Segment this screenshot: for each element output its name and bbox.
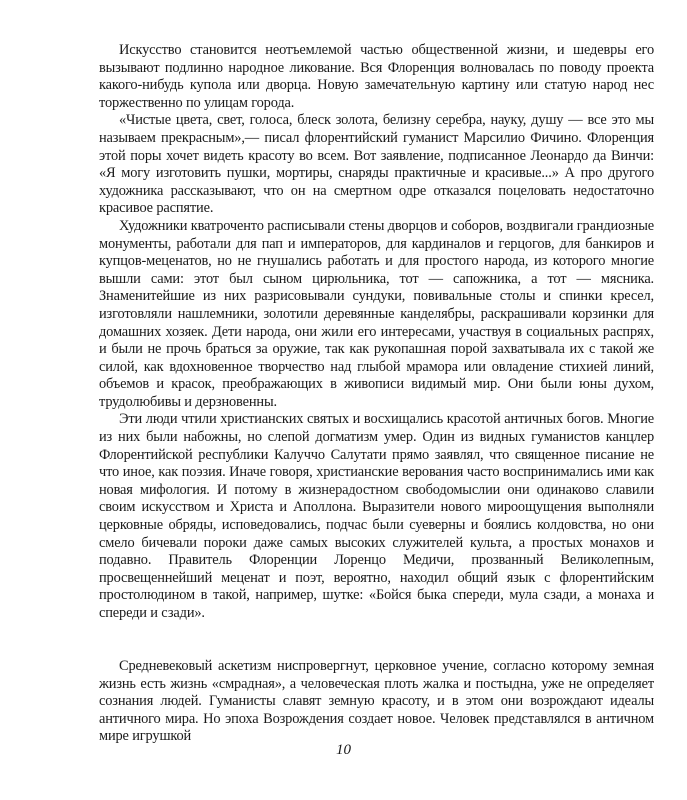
- paragraph-2: «Чистые цвета, свет, голоса, блеск золота, белизну серебра, науку, душу — все это мы называем прекрасным»,— писал флорентийский гуманист Марсилио Фичино. Флоренция этой поры хочет видеть красоту во всем. Вот заявление, подписанное Леонардо да Винчи: «Я могу изготовить пушки, мортиры, снаряды практичные и красивые...» А про другого художника рассказывают, что он на смертном одре отказался поцеловать недостаточно красивое распятие.: [99, 112, 654, 217]
- text-block-upper: [99, 42, 654, 623]
- text-block-lower: [99, 658, 654, 746]
- paragraph-3: Художники кватроченто расписывали стены дворцов и соборов, воздвигали грандиозные монументы, работали для пап и императоров, для кардиналов и герцогов, для банкиров и купцов-меценатов, но не гнушались работать и для простого народа, из которого многие вышли сами: этот был сыном цирюльника, тот — сапожника, а тот — мясника. Знаменитейшие из них разрисовывали сундуки, повивальные столы и спинки кресел, изготовляли нашлемники, золотили деревянные канделябры, раскрашивали корзинки для домашних хозяек. Дети народа, они жили его интересами, участвуя в социальных распрях, и были не прочь браться за оружие, так как рукопашная порой захватывала их с такой же силой, как вдохновенное творчество над глыбой мрамора или овладение стихией линий, объемов и красок, преображающих в живописи видимый мир. Они были юны духом, трудолюбивы и дерзновенны.: [99, 217, 654, 410]
- paragraph-1: Искусство становится неотъемлемой частью общественной жизни, и шедевры его вызывают подлинно народное ликование. Вся Флоренция волновалась по поводу проекта какого-нибудь купола или дворца. Новую замечательную картину или статую народ нес торжественно по улицам города.: [99, 42, 654, 111]
- page-number: 10: [336, 742, 351, 758]
- paragraph-5: Средневековый аскетизм ниспровергнут, церковное учение, согласно которому земная жизнь есть жизнь «смрадная», а человеческая плоть жалка и постыдна, уже не определяет сознания людей. Гуманисты славят земную красоту, и в этом они возрождают идеалы античного мира. Но эпоха Возрождения создает новое. Человек представлялся в античном мире игрушкой: [99, 658, 654, 745]
- paragraph-4: Эти люди чтили христианских святых и восхищались красотой античных богов. Многие из них были набожны, но слепой догматизм умер. Один из видных гуманистов канцлер Флорентийской республики Калуччо Салутати прямо заявлял, что священное писание не что иное, как поэзия. Иначе говоря, христианские верования часто воспринимались ими как новая мифология. И потому в жизнерадостном свободомыслии они одинаково славили своим искусством и Христа и Аполлона. Выразители нового мироощущения выполняли церковные обряды, исповедовались, подчас были суеверны и боялись колдовства, но они смело бичевали пороки даже самых высоких служителей культа, а простых монахов и подавно. Правитель Флоренции Лоренцо Медичи, прозванный Великолепным, просвещеннейший меценат и поэт, вероятно, находил общий язык с флорентийским простолюдином в такой, например, шутке: «Бойся быка спереди, мула сзади, а монаха и спереди и сзади».: [99, 411, 654, 621]
